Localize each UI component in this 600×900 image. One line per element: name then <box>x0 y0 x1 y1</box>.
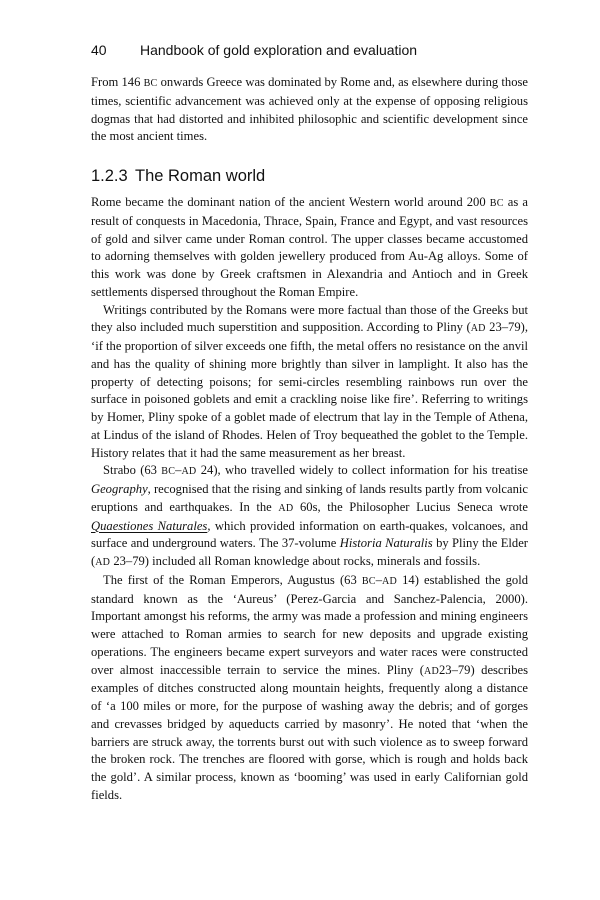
section-number: 1.2.3 <box>91 167 128 185</box>
text-run: – <box>375 572 383 587</box>
paragraph-pliny-writings <box>91 302 528 463</box>
text-run: – <box>175 463 182 478</box>
running-head <box>91 42 531 64</box>
text-run: , recognised that the rising and sinking of lands results partly from volcanic eruptions and earthquakes. In the <box>91 482 528 514</box>
intro-paragraph <box>91 74 528 146</box>
running-title: Handbook of gold exploration and evaluation <box>140 42 418 58</box>
section-heading <box>91 167 528 186</box>
text-run: Writings contributed by the Romans were more factual than those of the Greeks but they also included much superstition and supposition. According to Pliny ( <box>91 302 528 335</box>
paragraph-augustus <box>91 572 528 805</box>
paragraph-roman-conquests <box>91 194 528 302</box>
text-run: Strabo (63 <box>103 463 162 478</box>
text-run: 14) established the gold standard known as the ‘Aureus’ (Perez-Garcia and Sanchez-Palencia, 2000). Important amongst his reforms, the army was made a profession and mining engineers were attached to Roman armies to search for new deposits and upgrade existing operations. The engineers became expert surveyors and water races were constructed over almost inaccessible terrain to service the mines. Pliny ( <box>91 572 529 677</box>
section-body <box>91 194 528 805</box>
era-abbrev: AD <box>181 466 197 478</box>
era-abbrev: BC <box>361 575 376 587</box>
era-abbrev: AD <box>470 323 486 335</box>
era-abbrev: AD <box>424 665 439 677</box>
text-run: 24), who travelled widely to collect information for his treatise <box>196 463 529 478</box>
book-title: Quaestiones Naturales <box>91 518 208 533</box>
text-run: 23–79) included all Roman knowledge about rocks, minerals and fossils. <box>110 554 481 568</box>
text-run: , which provided information on earth-quakes, volcanoes, and surface and underground waters. The 37-volume <box>91 518 528 551</box>
paragraph-strabo <box>91 462 528 572</box>
text-run: 60s, the Philosopher Lucius Seneca wrote <box>293 499 528 514</box>
text-run: as a result of conquests in Macedonia, Thrace, Spain, France and Egypt, and vast resources of gold and silver came under Roman control. The upper classes became accustomed to adorning themselves with golden jewellery produced from Au-Ag alloys. Some of this work was done by Greek craftsmen in Alexandria and Antioch and in Greek settlements dispersed throughout the Roman Empire. <box>91 195 528 299</box>
book-title: Geography <box>91 482 148 496</box>
book-title: Historia Naturalis <box>339 536 433 551</box>
text-run: Rome became the dominant nation of the ancient Western world around 200 <box>91 195 490 209</box>
era-abbrev: BC <box>161 466 176 478</box>
era-abbrev: AD <box>382 575 397 587</box>
intro-text <box>91 74 528 146</box>
text-run: 23–79), ‘if the proportion of silver exceeds one fifth, the metal offers no resistance on the anvil and has the quality of shining more brightly than silver in lamplight. It also has the property of detecting poisons; for semi-circles resembling rainbows run over the surface in poisoned goblets and emit a crackling noise like fire’. Referring to writings by Homer, Pliny spoke of a goblet made of electrum that lay in the Temple of Athena, at Lindus of the island of Rhodes. Helen of Troy bequeathed the goblet to the Temple. History relates that it had the same measurement as her breast. <box>91 320 528 460</box>
text-run: From 146 <box>91 75 144 89</box>
text-run: onwards Greece was dominated by Rome and, as elsewhere during those times, scientific advancement was achieved only at the expense of opposing religious dogmas that had distorted and inhibited philosophic and scientific development since the most ancient times. <box>91 75 528 144</box>
page-number: 40 <box>91 42 107 58</box>
era-abbrev: BC <box>143 78 158 89</box>
section-title: The Roman world <box>135 167 266 185</box>
text-run: The first of the Roman Emperors, Augustus (63 <box>103 572 362 587</box>
era-abbrev: BC <box>489 198 504 209</box>
text-run: by Pliny the Elder ( <box>91 536 528 568</box>
text-run: 23–79) describes examples of ditches constructed along mountain heights, frequently along a distance of ‘a 100 miles or more, for the purpose of washing away the debris; and of gorges and crevasses bridged by aqueducts carried by masonry’. He noted that ‘when the barriers are struck away, the torrents burst out with such violence as to sweep forward the broken rock. The trenches are floored with gorse, which is rough and holds back the gold’. A similar process, known as ‘booming’ was used in early Californian gold fields. <box>91 662 529 802</box>
era-abbrev: AD <box>278 502 294 514</box>
era-abbrev: AD <box>95 557 111 568</box>
